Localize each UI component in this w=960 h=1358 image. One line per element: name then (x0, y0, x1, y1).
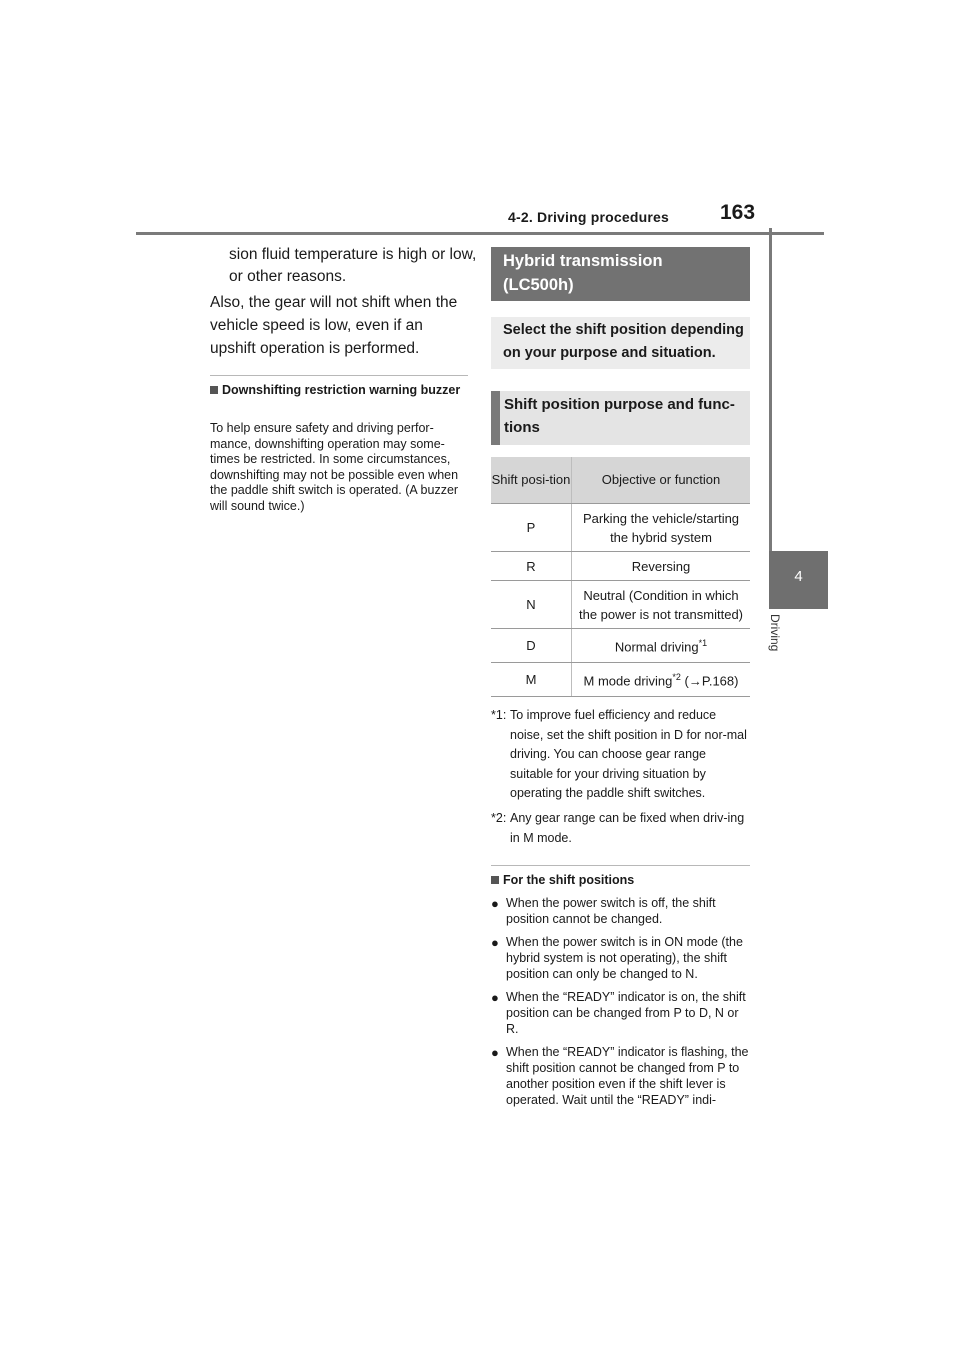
bullet-dot-icon: ● (491, 935, 499, 950)
table-row (491, 663, 750, 697)
bullet-dot-icon: ● (491, 896, 499, 911)
footnote-mark: *1: (491, 708, 507, 722)
function-cell: M mode driving$^{*2}$ (→P.168) (572, 663, 751, 697)
function-cell: Neutral (Condition in which the power is not transmitted) (572, 581, 751, 629)
section-title-band (491, 247, 750, 301)
position-cell: P (491, 504, 572, 552)
position-cell: D (491, 629, 572, 663)
function-cell: Reversing (572, 552, 751, 581)
section-title-line-1: Hybrid transmission (503, 252, 663, 270)
bullet-dot-icon: ● (491, 990, 499, 1005)
page-number: 163 (720, 201, 756, 224)
side-tab-line (769, 228, 772, 553)
table-row (491, 629, 750, 663)
continued-line-2: or other reasons. (229, 268, 347, 285)
table-header-row (491, 457, 750, 504)
list-item: ● When the power switch is in ON mode (the hybrid system is not operating), the shift position can only be changed to N. (491, 935, 743, 981)
continued-line-1: sion fluid temperature is high or low, (229, 246, 477, 263)
table-heading-line-2: tions (504, 419, 540, 436)
page-reference-link[interactable]: (→P.168) (680, 673, 739, 689)
square-bullet-icon (210, 386, 218, 394)
square-bullet-icon (491, 876, 499, 884)
position-cell: N (491, 581, 572, 629)
list-item: ● When the “READY” indicator is on, the shift position can be changed from P to D, N or R. (491, 990, 746, 1036)
position-cell: R (491, 552, 572, 581)
function-cell: Parking the vehicle/starting the hybrid system (572, 504, 751, 552)
table-heading-band (491, 391, 750, 445)
gear-upshift-paragraph: Also, the gear will not shift when the vehicle speed is low, even if an upshift operation is performed. (210, 294, 458, 357)
intro-line-2: on your purpose and situation. (503, 345, 716, 361)
downshift-warning-heading: Downshifting restriction warning buzzer (210, 383, 465, 398)
table-row (491, 581, 750, 629)
list-item: ● When the “READY” indicator is flashing, the shift position cannot be changed from P to another position even if the shift lever is operated. Wait until the “READY” indi- (491, 1045, 749, 1107)
shift-positions-heading: For the shift positions (491, 873, 750, 888)
footnote-ref: *2 (672, 672, 681, 683)
bullet-dot-icon: ● (491, 1045, 499, 1060)
section-divider-left (210, 375, 468, 376)
list-item: ● When the power switch is off, the shift position cannot be changed. (491, 896, 716, 926)
table-row (491, 552, 750, 581)
section-title-line-2: (LC500h) (503, 276, 574, 294)
footnote-ref: *1 (698, 638, 708, 649)
header-divider (136, 232, 824, 235)
table-heading-line-1: Shift position purpose and func- (504, 396, 735, 413)
footnote (491, 809, 753, 851)
chapter-label: Driving (768, 614, 782, 652)
footnote (491, 706, 753, 806)
position-cell: M (491, 663, 572, 697)
section-title: 4-2. Driving procedures (508, 209, 669, 225)
downshift-warning-body: To help ensure safety and driving perfor-mance, downshifting operation may some-times be restricted. In some circumstances, downshifting may not be possible even when the paddle shift switch is operated. (A buzzer will sound twice.) (210, 421, 459, 513)
section-divider-right (491, 865, 750, 866)
column-header-function: Objective or function (572, 457, 751, 504)
footnote-text: Any gear range can be fixed when driv-ing in M mode. (510, 811, 745, 845)
function-cell: Normal driving$^{*1}$ (572, 629, 751, 663)
footnote-mark: *2: (491, 811, 507, 825)
column-header-position: Shift posi-tion (491, 457, 572, 504)
footnote-text: To improve fuel efficiency and reduce noise, set the shift position in D for nor-mal driving. You can choose gear range suitable for your driving situation by operating the paddle shift switches. (510, 708, 747, 800)
intro-band (491, 317, 750, 369)
intro-line-1: Select the shift position depending (503, 322, 744, 338)
chapter-number: 4 (794, 568, 803, 585)
table-row (491, 504, 750, 552)
shift-position-table (491, 457, 750, 697)
